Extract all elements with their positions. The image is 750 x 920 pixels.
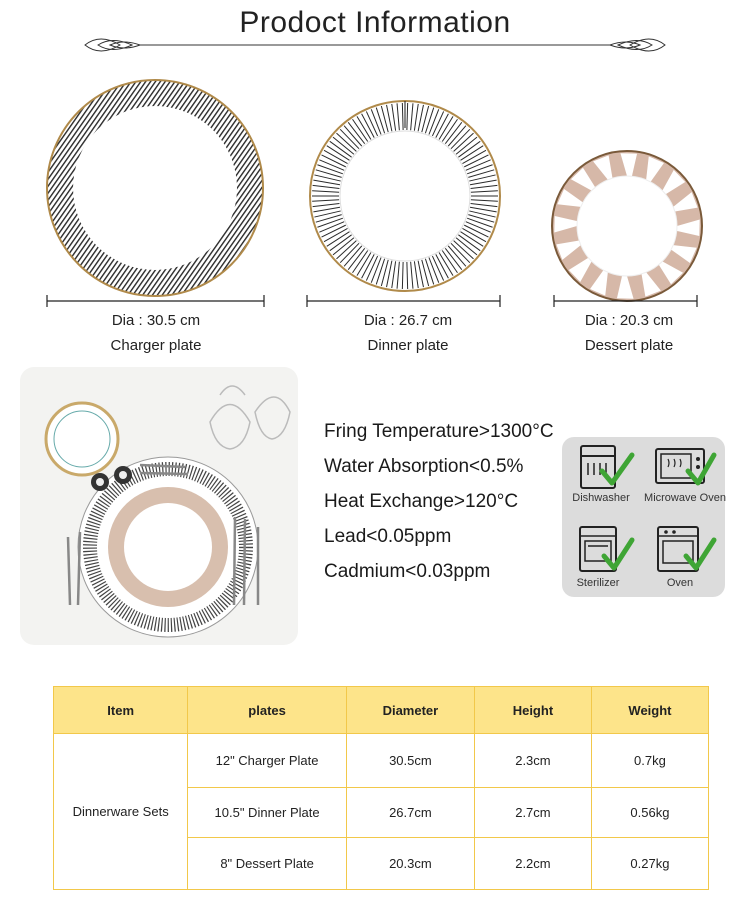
cell-diameter: 20.3cm [346,838,474,890]
dinner-diameter: Dia : 26.7 cm [363,312,453,329]
page-title: Prodoct Information [239,6,511,39]
charger-plate-image [42,75,268,301]
microwave-label: Microwave Oven [644,492,726,504]
product-info-table [53,686,709,890]
spec-water-absorption: Water Absorption<0.5% [324,456,524,477]
charger-name: Charger plate [110,337,202,354]
oven-icon [654,524,720,576]
cell-diameter: 26.7cm [346,788,474,838]
cell-height: 2.7cm [474,788,591,838]
cell-weight: 0.27kg [591,838,708,890]
cell-weight: 0.56kg [591,788,708,838]
table-header-row [54,687,709,734]
dessert-name: Dessert plate [584,337,674,354]
table-setting-photo [20,367,298,645]
oven-label: Oven [666,577,694,589]
cell-plate: 10.5" Dinner Plate [188,788,347,838]
charger-dimension-line [46,294,266,308]
header-weight: Weight [591,687,708,734]
dessert-dimension-line [553,294,699,308]
cell-weight: 0.7kg [591,734,708,788]
group-cell: Dinnerware Sets [54,734,188,890]
charger-diameter: Dia : 30.5 cm [111,312,201,329]
cell-plate: 8" Dessert Plate [188,838,347,890]
microwave-icon [652,443,718,493]
cell-height: 2.2cm [474,838,591,890]
dessert-diameter: Dia : 20.3 cm [584,312,674,329]
title-ornament [80,30,670,60]
dinner-dimension-line [306,294,502,308]
dinner-plate-image [307,98,503,294]
header-height: Height [474,687,591,734]
spec-firing-temperature: Fring Temperature>1300°C [324,421,554,442]
header-diameter: Diameter [346,687,474,734]
cell-height: 2.3cm [474,734,591,788]
header-plates: plates [188,687,347,734]
spec-lead: Lead<0.05ppm [324,526,452,547]
spec-heat-exchange: Heat Exchange>120°C [324,491,519,512]
sterilizer-icon [576,524,636,576]
sterilizer-label: Sterilizer [576,577,620,589]
table-row [54,734,709,788]
dinner-name: Dinner plate [367,337,449,354]
cell-diameter: 30.5cm [346,734,474,788]
dessert-plate-image [549,148,705,304]
header-item: Item [54,687,188,734]
dishwasher-label: Dishwasher [572,492,630,504]
cell-plate: 12" Charger Plate [188,734,347,788]
spec-cadmium: Cadmium<0.03ppm [324,561,491,582]
dishwasher-icon [576,443,636,493]
